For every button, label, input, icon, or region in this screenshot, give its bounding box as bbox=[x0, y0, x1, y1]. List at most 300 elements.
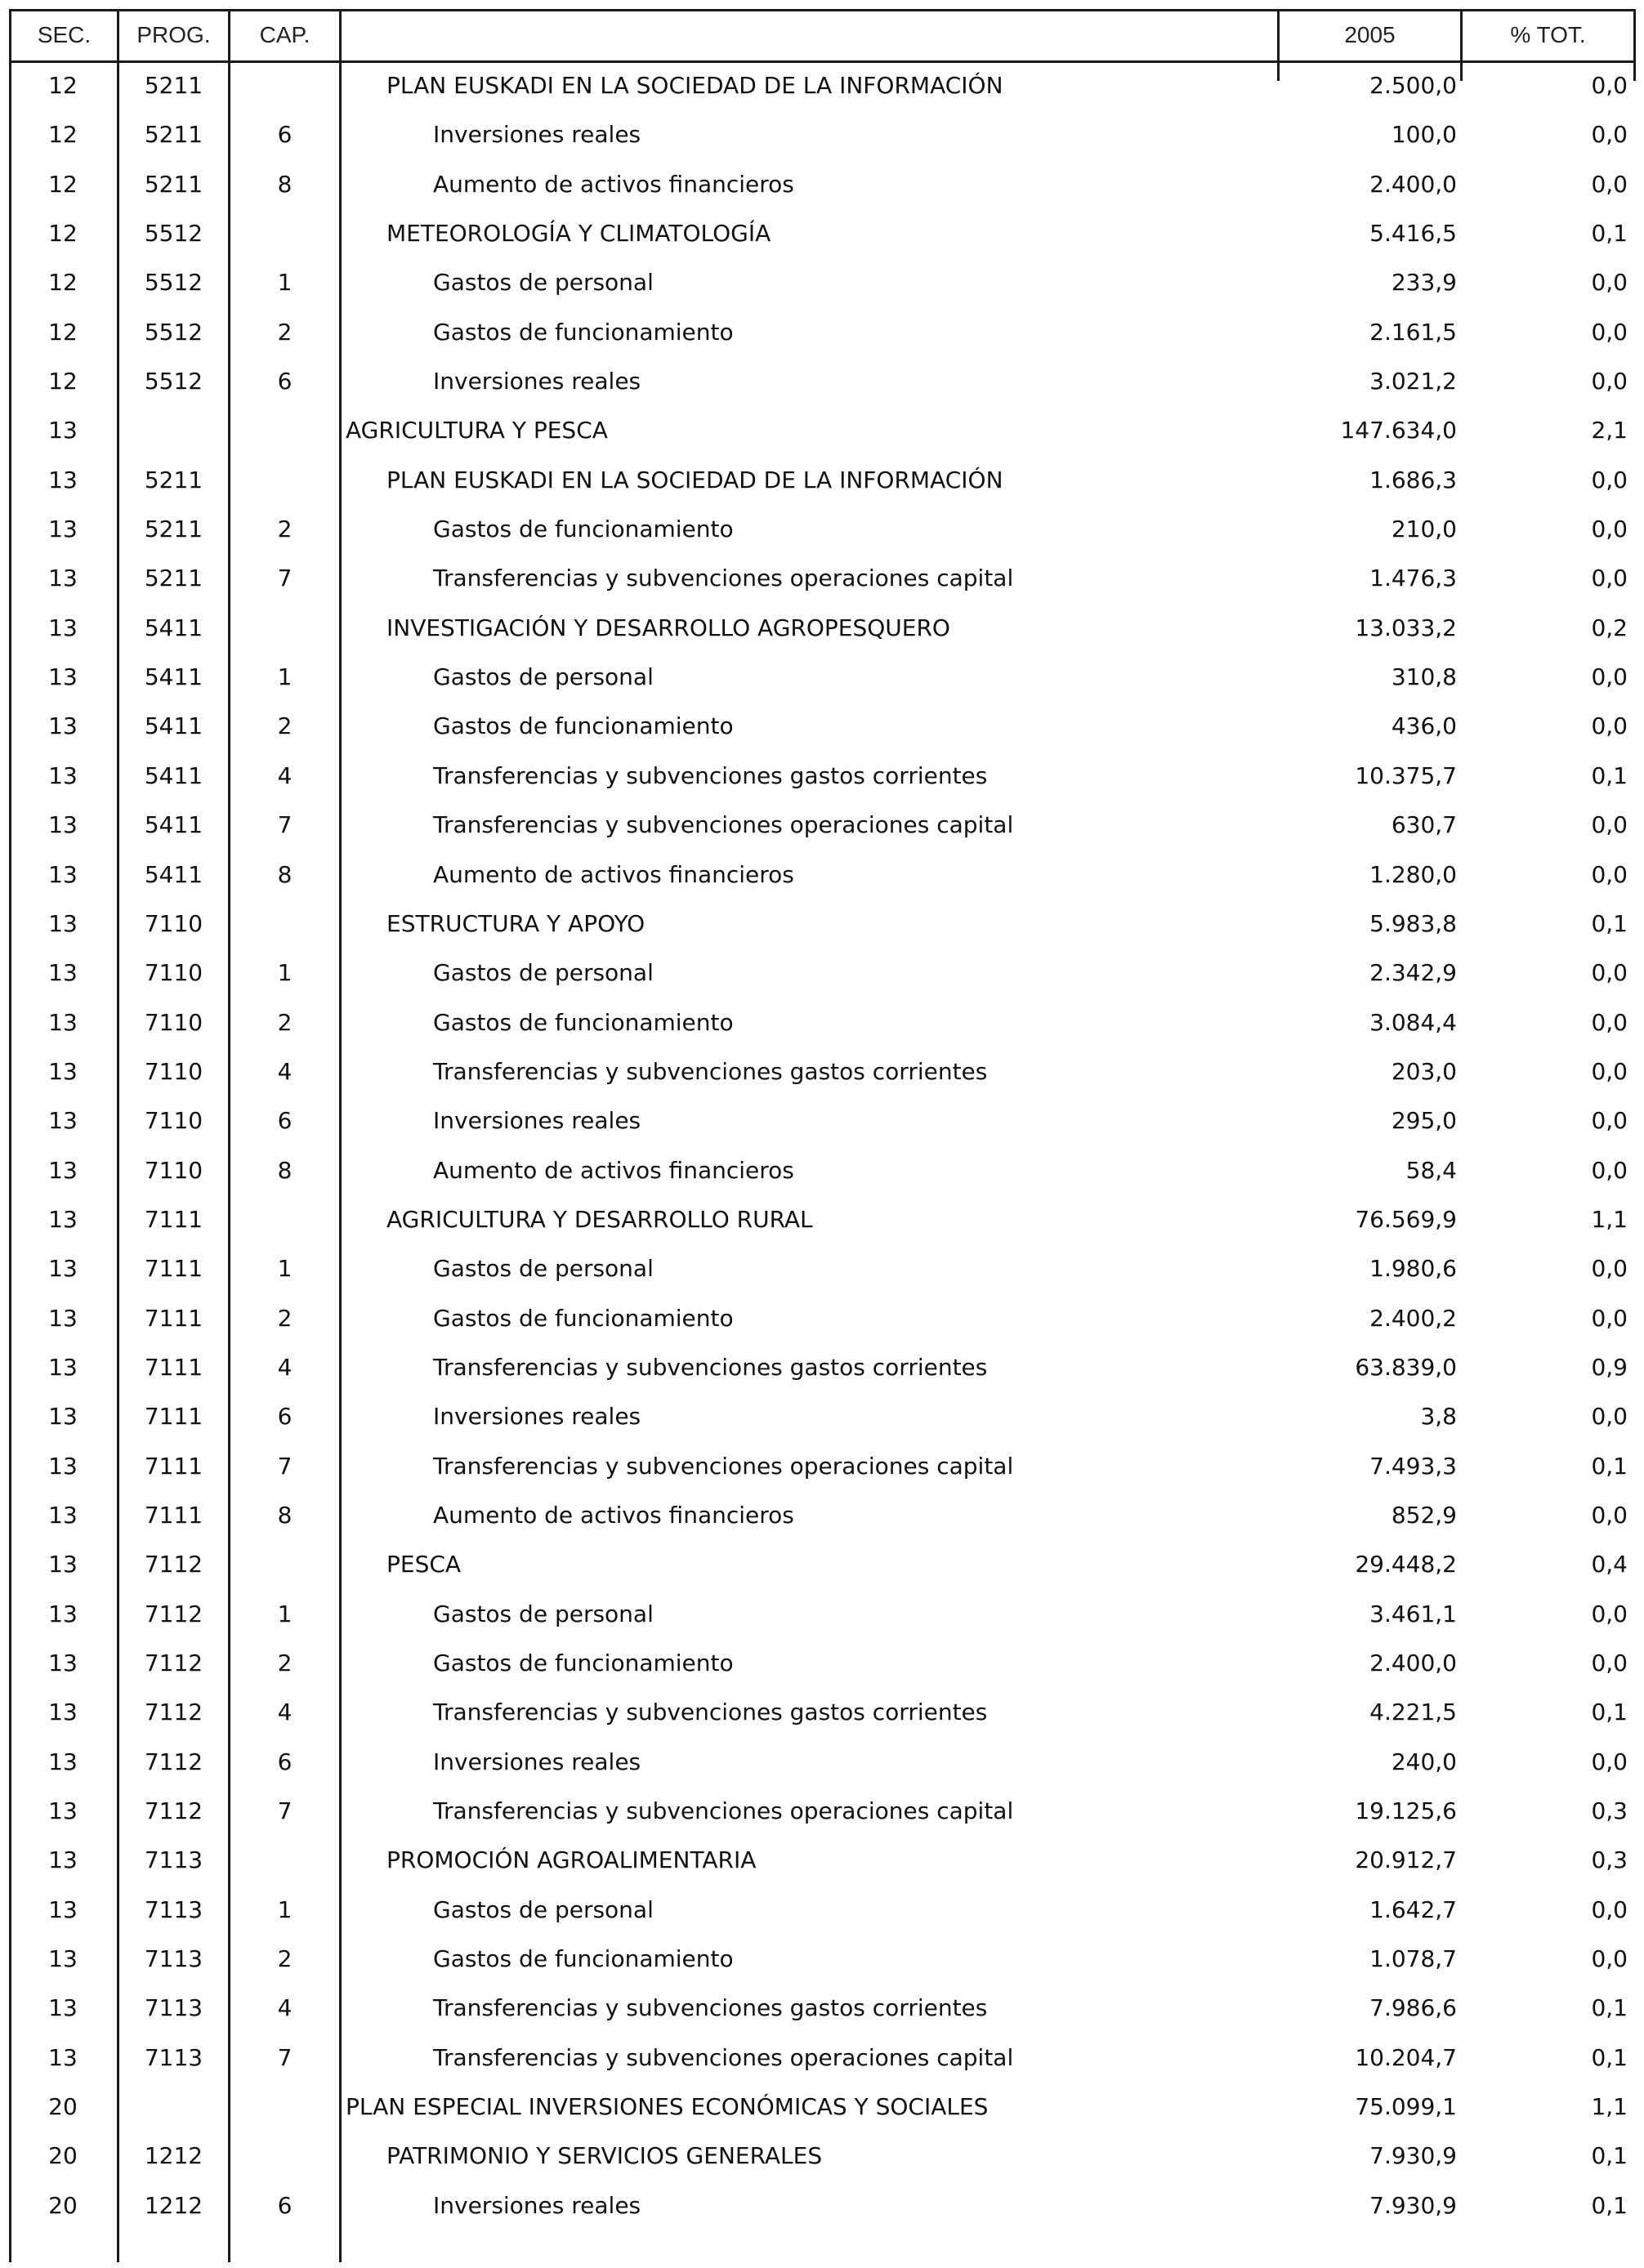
cell-percent-total: 0,1 bbox=[1591, 1994, 1628, 2022]
cell-value-2005: 7.493,3 bbox=[1369, 1452, 1457, 1480]
cell-sec: 13 bbox=[48, 959, 78, 987]
cell-percent-total: 0,1 bbox=[1591, 761, 1628, 789]
table-row bbox=[9, 1690, 1636, 1739]
cell-percent-total: 0,0 bbox=[1591, 170, 1628, 198]
cell-value-2005: 3.021,2 bbox=[1369, 368, 1457, 395]
table-row bbox=[9, 1148, 1636, 1197]
table-row bbox=[9, 1936, 1636, 1985]
cell-value-2005: 1.280,0 bbox=[1369, 860, 1457, 888]
table-row bbox=[9, 1542, 1636, 1591]
cell-value-2005: 10.375,7 bbox=[1355, 761, 1457, 789]
cell-percent-total: 0,0 bbox=[1591, 712, 1628, 740]
cell-percent-total: 0,0 bbox=[1591, 318, 1628, 346]
cell-sec: 13 bbox=[48, 1501, 78, 1529]
cell-prog: 5411 bbox=[144, 712, 203, 740]
cell-cap bbox=[230, 63, 339, 112]
cell-sec: 20 bbox=[48, 2191, 78, 2219]
table-row bbox=[9, 1296, 1636, 1345]
table-row bbox=[9, 1493, 1636, 1542]
cell-value-2005: 210,0 bbox=[1391, 516, 1457, 543]
table-row bbox=[9, 654, 1636, 703]
cell-description: Gastos de funcionamiento bbox=[433, 1304, 734, 1332]
cell-cap: 1 bbox=[277, 663, 293, 691]
cell-prog: 7111 bbox=[144, 1304, 203, 1332]
cell-percent-total: 0,0 bbox=[1591, 1403, 1628, 1431]
cell-prog: 5411 bbox=[144, 811, 203, 839]
table-row bbox=[9, 359, 1636, 408]
cell-value-2005: 630,7 bbox=[1391, 811, 1457, 839]
table-row bbox=[9, 162, 1636, 211]
cell-percent-total: 0,1 bbox=[1591, 1452, 1628, 1480]
cell-prog: 7112 bbox=[144, 1797, 203, 1825]
cell-percent-total: 0,0 bbox=[1591, 1304, 1628, 1332]
cell-cap: 6 bbox=[277, 121, 293, 149]
table-row bbox=[9, 556, 1636, 605]
cell-prog: 7112 bbox=[144, 1748, 203, 1775]
cell-cap: 2 bbox=[277, 1304, 293, 1332]
table-row bbox=[9, 1000, 1636, 1049]
cell-percent-total: 0,0 bbox=[1591, 1255, 1628, 1283]
cell-prog: 7110 bbox=[144, 1057, 203, 1085]
cell-value-2005: 58,4 bbox=[1405, 1156, 1457, 1184]
cell-sec: 13 bbox=[48, 1304, 78, 1332]
cell-sec: 13 bbox=[48, 860, 78, 888]
cell-percent-total: 0,0 bbox=[1591, 1600, 1628, 1627]
cell-cap bbox=[230, 1837, 339, 1886]
cell-sec: 13 bbox=[48, 1600, 78, 1627]
cell-prog: 5411 bbox=[144, 761, 203, 789]
cell-percent-total: 0,2 bbox=[1591, 614, 1628, 641]
cell-percent-total: 0,0 bbox=[1591, 1748, 1628, 1775]
table-row bbox=[9, 753, 1636, 802]
cell-percent-total: 0,3 bbox=[1591, 1846, 1628, 1874]
table-row bbox=[9, 950, 1636, 999]
cell-value-2005: 4.221,5 bbox=[1369, 1699, 1457, 1726]
cell-prog: 5512 bbox=[144, 220, 203, 248]
cell-cap: 6 bbox=[277, 368, 293, 395]
cell-cap: 6 bbox=[277, 1107, 293, 1135]
cell-prog: 7112 bbox=[144, 1600, 203, 1627]
cell-prog: 5211 bbox=[144, 466, 203, 493]
table-row bbox=[9, 1345, 1636, 1394]
cell-value-2005: 7.930,9 bbox=[1369, 2191, 1457, 2219]
cell-cap: 4 bbox=[277, 1994, 293, 2022]
table-row bbox=[9, 63, 1636, 112]
cell-description: Transferencias y subvenciones gastos corrientes bbox=[433, 1994, 988, 2022]
cell-description: Gastos de funcionamiento bbox=[433, 1945, 734, 1973]
cell-sec: 13 bbox=[48, 1403, 78, 1431]
cell-prog: 5512 bbox=[144, 269, 203, 297]
cell-percent-total: 0,1 bbox=[1591, 2191, 1628, 2219]
cell-value-2005: 7.930,9 bbox=[1369, 2142, 1457, 2170]
cell-description: Gastos de funcionamiento bbox=[433, 516, 734, 543]
cell-sec: 13 bbox=[48, 1057, 78, 1085]
cell-percent-total: 0,1 bbox=[1591, 2043, 1628, 2071]
cell-sec: 13 bbox=[48, 761, 78, 789]
cell-sec: 13 bbox=[48, 811, 78, 839]
cell-cap: 4 bbox=[277, 1699, 293, 1726]
cell-sec: 13 bbox=[48, 1353, 78, 1381]
cell-prog: 5512 bbox=[144, 368, 203, 395]
cell-prog: 7112 bbox=[144, 1699, 203, 1726]
cell-description: PLAN EUSKADI EN LA SOCIEDAD DE LA INFORMACIÓN bbox=[386, 72, 1003, 99]
cell-value-2005: 13.033,2 bbox=[1355, 614, 1457, 641]
cell-percent-total: 2,1 bbox=[1591, 417, 1628, 444]
cell-description: Gastos de personal bbox=[433, 1255, 654, 1283]
table-row bbox=[9, 1641, 1636, 1690]
cell-prog bbox=[119, 2084, 228, 2133]
cell-description: Aumento de activos financieros bbox=[433, 1156, 794, 1184]
cell-sec: 13 bbox=[48, 1205, 78, 1233]
table-row bbox=[9, 703, 1636, 752]
cell-description: Gastos de funcionamiento bbox=[433, 1008, 734, 1036]
cell-prog: 7113 bbox=[144, 2043, 203, 2071]
header-description bbox=[342, 9, 1277, 60]
cell-description: Gastos de personal bbox=[433, 1895, 654, 1923]
cell-value-2005: 20.912,7 bbox=[1355, 1846, 1457, 1874]
table-row bbox=[9, 1246, 1636, 1295]
cell-description: Gastos de personal bbox=[433, 959, 654, 987]
cell-percent-total: 0,0 bbox=[1591, 1945, 1628, 1973]
cell-cap: 2 bbox=[277, 516, 293, 543]
cell-value-2005: 29.448,2 bbox=[1355, 1551, 1457, 1578]
cell-value-2005: 63.839,0 bbox=[1355, 1353, 1457, 1381]
cell-sec: 13 bbox=[48, 1699, 78, 1726]
table-row bbox=[9, 2183, 1636, 2232]
cell-prog: 7113 bbox=[144, 1945, 203, 1973]
cell-value-2005: 19.125,6 bbox=[1355, 1797, 1457, 1825]
cell-cap: 7 bbox=[277, 811, 293, 839]
cell-description: Gastos de funcionamiento bbox=[433, 1650, 734, 1676]
cell-cap: 4 bbox=[277, 761, 293, 789]
cell-description: Inversiones reales bbox=[433, 121, 641, 149]
table-row bbox=[9, 1444, 1636, 1493]
cell-percent-total: 0,1 bbox=[1591, 1699, 1628, 1726]
cell-value-2005: 1.078,7 bbox=[1369, 1945, 1457, 1973]
cell-prog: 5211 bbox=[144, 121, 203, 149]
cell-value-2005: 2.342,9 bbox=[1369, 959, 1457, 987]
cell-prog: 5411 bbox=[144, 860, 203, 888]
cell-value-2005: 1.476,3 bbox=[1369, 565, 1457, 592]
cell-sec: 13 bbox=[48, 1156, 78, 1184]
cell-value-2005: 852,9 bbox=[1391, 1501, 1457, 1529]
cell-percent-total: 0,1 bbox=[1591, 2142, 1628, 2170]
cell-cap: 1 bbox=[277, 269, 293, 297]
cell-prog: 7113 bbox=[144, 1994, 203, 2022]
table-row bbox=[9, 507, 1636, 556]
cell-value-2005: 76.569,9 bbox=[1355, 1205, 1457, 1233]
cell-prog: 7110 bbox=[144, 1008, 203, 1036]
cell-value-2005: 1.686,3 bbox=[1369, 466, 1457, 493]
table-row bbox=[9, 1887, 1636, 1936]
cell-description: Inversiones reales bbox=[433, 1403, 641, 1431]
cell-prog: 7112 bbox=[144, 1650, 203, 1676]
cell-sec: 13 bbox=[48, 1255, 78, 1283]
cell-cap: 1 bbox=[277, 959, 293, 987]
cell-description: PROMOCIÓN AGROALIMENTARIA bbox=[386, 1846, 757, 1874]
cell-description: Transferencias y subvenciones operaciones capital bbox=[433, 565, 1014, 592]
table-row bbox=[9, 1788, 1636, 1837]
cell-cap: 8 bbox=[277, 1501, 293, 1529]
cell-sec: 13 bbox=[48, 417, 78, 444]
cell-value-2005: 7.986,6 bbox=[1369, 1994, 1457, 2022]
cell-prog: 5211 bbox=[144, 72, 203, 99]
cell-sec: 13 bbox=[48, 909, 78, 937]
cell-value-2005: 310,8 bbox=[1391, 663, 1457, 691]
cell-percent-total: 1,1 bbox=[1591, 2093, 1628, 2121]
cell-prog: 7110 bbox=[144, 1156, 203, 1184]
cell-description: ESTRUCTURA Y APOYO bbox=[386, 909, 646, 937]
cell-cap: 2 bbox=[277, 318, 293, 346]
cell-cap: 7 bbox=[277, 2043, 293, 2071]
cell-cap bbox=[230, 211, 339, 260]
cell-value-2005: 436,0 bbox=[1391, 712, 1457, 740]
cell-prog: 7111 bbox=[144, 1501, 203, 1529]
cell-sec: 13 bbox=[48, 516, 78, 543]
cell-description: Gastos de funcionamiento bbox=[433, 712, 734, 740]
cell-prog: 7111 bbox=[144, 1255, 203, 1283]
cell-sec: 13 bbox=[48, 1945, 78, 1973]
table-row bbox=[9, 1197, 1636, 1246]
cell-prog: 1212 bbox=[144, 2142, 203, 2170]
cell-value-2005: 2.400,0 bbox=[1369, 1650, 1457, 1676]
cell-description: Gastos de personal bbox=[433, 663, 654, 691]
cell-cap: 8 bbox=[277, 170, 293, 198]
cell-description: PLAN EUSKADI EN LA SOCIEDAD DE LA INFORMACIÓN bbox=[386, 466, 1003, 493]
table-row bbox=[9, 2035, 1636, 2084]
cell-prog: 1212 bbox=[144, 2191, 203, 2219]
cell-percent-total: 0,0 bbox=[1591, 72, 1628, 99]
cell-description: Transferencias y subvenciones gastos corrientes bbox=[433, 1057, 988, 1085]
cell-sec: 12 bbox=[48, 121, 78, 149]
cell-cap: 6 bbox=[277, 1748, 293, 1775]
cell-percent-total: 0,3 bbox=[1591, 1797, 1628, 1825]
cell-sec: 13 bbox=[48, 712, 78, 740]
cell-prog: 7110 bbox=[144, 1107, 203, 1135]
cell-value-2005: 147.634,0 bbox=[1340, 417, 1457, 444]
table-row bbox=[9, 2133, 1636, 2182]
cell-cap: 2 bbox=[277, 1945, 293, 1973]
cell-percent-total: 0,1 bbox=[1591, 220, 1628, 248]
cell-description: Transferencias y subvenciones gastos corrientes bbox=[433, 1353, 988, 1381]
cell-value-2005: 2.400,2 bbox=[1369, 1304, 1457, 1332]
cell-cap bbox=[230, 1542, 339, 1591]
header-sec: SEC. bbox=[37, 21, 92, 47]
cell-percent-total: 0,0 bbox=[1591, 663, 1628, 691]
cell-sec: 12 bbox=[48, 318, 78, 346]
cell-percent-total: 0,0 bbox=[1591, 565, 1628, 592]
cell-value-2005: 240,0 bbox=[1391, 1748, 1457, 1775]
cell-prog: 5411 bbox=[144, 663, 203, 691]
cell-percent-total: 0,0 bbox=[1591, 1895, 1628, 1923]
cell-value-2005: 3.084,4 bbox=[1369, 1008, 1457, 1036]
cell-sec: 13 bbox=[48, 663, 78, 691]
cell-cap: 1 bbox=[277, 1600, 293, 1627]
cell-value-2005: 3,8 bbox=[1420, 1403, 1457, 1431]
cell-prog: 5411 bbox=[144, 614, 203, 641]
cell-percent-total: 0,0 bbox=[1591, 368, 1628, 395]
cell-prog: 7113 bbox=[144, 1895, 203, 1923]
cell-percent-total: 0,0 bbox=[1591, 1107, 1628, 1135]
cell-value-2005: 2.400,0 bbox=[1369, 170, 1457, 198]
cell-value-2005: 2.500,0 bbox=[1369, 72, 1457, 99]
cell-percent-total: 0,0 bbox=[1591, 516, 1628, 543]
cell-cap bbox=[230, 458, 339, 507]
cell-prog bbox=[119, 408, 228, 457]
cell-percent-total: 0,0 bbox=[1591, 1650, 1628, 1676]
cell-percent-total: 0,0 bbox=[1591, 959, 1628, 987]
cell-cap: 8 bbox=[277, 1156, 293, 1184]
cell-percent-total: 0,0 bbox=[1591, 269, 1628, 297]
cell-description: Aumento de activos financieros bbox=[433, 170, 794, 198]
cell-value-2005: 5.416,5 bbox=[1369, 220, 1457, 248]
cell-sec: 13 bbox=[48, 565, 78, 592]
cell-cap: 2 bbox=[277, 1650, 293, 1676]
cell-cap: 7 bbox=[277, 1452, 293, 1480]
cell-description: Transferencias y subvenciones gastos corrientes bbox=[433, 1699, 988, 1726]
cell-percent-total: 0,0 bbox=[1591, 121, 1628, 149]
table-row bbox=[9, 1394, 1636, 1443]
cell-description: Gastos de personal bbox=[433, 269, 654, 297]
cell-description: AGRICULTURA Y DESARROLLO RURAL bbox=[386, 1205, 813, 1233]
cell-percent-total: 0,0 bbox=[1591, 466, 1628, 493]
cell-prog: 7110 bbox=[144, 909, 203, 937]
cell-percent-total: 0,0 bbox=[1591, 811, 1628, 839]
header-year: 2005 bbox=[1344, 21, 1396, 47]
cell-prog: 5211 bbox=[144, 170, 203, 198]
table-row bbox=[9, 1098, 1636, 1147]
cell-percent-total: 0,0 bbox=[1591, 1156, 1628, 1184]
table-row bbox=[9, 901, 1636, 950]
header-prog: PROG. bbox=[136, 21, 211, 47]
cell-sec: 13 bbox=[48, 1797, 78, 1825]
cell-description: Inversiones reales bbox=[433, 1748, 641, 1775]
cell-cap bbox=[230, 1197, 339, 1246]
cell-description: Gastos de funcionamiento bbox=[433, 318, 734, 346]
cell-prog: 7112 bbox=[144, 1551, 203, 1578]
cell-cap: 4 bbox=[277, 1057, 293, 1085]
cell-cap bbox=[230, 2133, 339, 2182]
table-row bbox=[9, 852, 1636, 901]
cell-percent-total: 0,0 bbox=[1591, 1057, 1628, 1085]
cell-cap: 6 bbox=[277, 1403, 293, 1431]
cell-percent-total: 0,1 bbox=[1591, 909, 1628, 937]
cell-cap: 1 bbox=[277, 1255, 293, 1283]
cell-sec: 13 bbox=[48, 1008, 78, 1036]
cell-cap: 4 bbox=[277, 1353, 293, 1381]
cell-sec: 13 bbox=[48, 1895, 78, 1923]
cell-percent-total: 0,0 bbox=[1591, 1008, 1628, 1036]
cell-percent-total: 0,0 bbox=[1591, 1501, 1628, 1529]
cell-value-2005: 75.099,1 bbox=[1355, 2093, 1457, 2121]
cell-cap bbox=[230, 901, 339, 950]
cell-description: Aumento de activos financieros bbox=[433, 860, 794, 888]
table-row bbox=[9, 112, 1636, 161]
cell-sec: 12 bbox=[48, 170, 78, 198]
cell-value-2005: 233,9 bbox=[1391, 269, 1457, 297]
cell-sec: 12 bbox=[48, 269, 78, 297]
cell-prog: 5512 bbox=[144, 318, 203, 346]
cell-sec: 20 bbox=[48, 2142, 78, 2170]
cell-description: PATRIMONIO Y SERVICIOS GENERALES bbox=[386, 2142, 823, 2170]
cell-cap: 8 bbox=[277, 860, 293, 888]
cell-prog: 7113 bbox=[144, 1846, 203, 1874]
cell-description: Inversiones reales bbox=[433, 368, 641, 395]
cell-description: Aumento de activos financieros bbox=[433, 1501, 794, 1529]
cell-description: Transferencias y subvenciones operaciones capital bbox=[433, 1452, 1014, 1480]
cell-prog: 5211 bbox=[144, 565, 203, 592]
cell-cap bbox=[230, 408, 339, 457]
cell-sec: 13 bbox=[48, 1748, 78, 1775]
cell-value-2005: 100,0 bbox=[1391, 121, 1457, 149]
cell-description: Inversiones reales bbox=[433, 2191, 641, 2219]
table-row bbox=[9, 1837, 1636, 1886]
cell-sec: 12 bbox=[48, 72, 78, 99]
cell-cap: 7 bbox=[277, 1797, 293, 1825]
table-row bbox=[9, 1739, 1636, 1788]
cell-sec: 13 bbox=[48, 1107, 78, 1135]
cell-value-2005: 10.204,7 bbox=[1355, 2043, 1457, 2071]
cell-description: METEOROLOGÍA Y CLIMATOLOGÍA bbox=[386, 220, 771, 248]
table-row bbox=[9, 458, 1636, 507]
cell-prog: 7111 bbox=[144, 1403, 203, 1431]
cell-description: PLAN ESPECIAL INVERSIONES ECONÓMICAS Y SOCIALES bbox=[346, 2093, 989, 2121]
cell-percent-total: 0,9 bbox=[1591, 1353, 1628, 1381]
cell-sec: 12 bbox=[48, 220, 78, 248]
cell-description: AGRICULTURA Y PESCA bbox=[346, 417, 608, 444]
table-row bbox=[9, 802, 1636, 851]
cell-prog: 7111 bbox=[144, 1353, 203, 1381]
cell-description: Transferencias y subvenciones operaciones capital bbox=[433, 811, 1014, 839]
cell-percent-total: 0,0 bbox=[1591, 860, 1628, 888]
cell-sec: 12 bbox=[48, 368, 78, 395]
cell-cap bbox=[230, 2084, 339, 2133]
cell-description: INVESTIGACIÓN Y DESARROLLO AGROPESQUERO bbox=[386, 614, 950, 641]
cell-description: PESCA bbox=[386, 1551, 462, 1578]
cell-percent-total: 1,1 bbox=[1591, 1205, 1628, 1233]
table-row bbox=[9, 408, 1636, 457]
cell-prog: 7111 bbox=[144, 1205, 203, 1233]
table-row bbox=[9, 2084, 1636, 2133]
table-row bbox=[9, 211, 1636, 260]
cell-sec: 13 bbox=[48, 1551, 78, 1578]
table-row bbox=[9, 1985, 1636, 2034]
table-row bbox=[9, 260, 1636, 309]
budget-table bbox=[9, 9, 1636, 2262]
cell-cap: 2 bbox=[277, 712, 293, 740]
cell-percent-total: 0,4 bbox=[1591, 1551, 1628, 1578]
table-body bbox=[9, 63, 1636, 2232]
cell-sec: 13 bbox=[48, 1650, 78, 1676]
cell-cap: 6 bbox=[277, 2191, 293, 2219]
cell-description: Transferencias y subvenciones operaciones capital bbox=[433, 1797, 1014, 1825]
cell-value-2005: 3.461,1 bbox=[1369, 1600, 1457, 1627]
cell-sec: 20 bbox=[48, 2093, 78, 2121]
cell-prog: 5211 bbox=[144, 516, 203, 543]
cell-description: Inversiones reales bbox=[433, 1107, 641, 1135]
cell-value-2005: 1.980,6 bbox=[1369, 1255, 1457, 1283]
cell-cap: 1 bbox=[277, 1895, 293, 1923]
cell-description: Gastos de personal bbox=[433, 1600, 654, 1627]
cell-value-2005: 295,0 bbox=[1391, 1107, 1457, 1135]
cell-cap: 2 bbox=[277, 1008, 293, 1036]
cell-cap bbox=[230, 605, 339, 654]
cell-value-2005: 5.983,8 bbox=[1369, 909, 1457, 937]
table-row bbox=[9, 310, 1636, 359]
cell-value-2005: 2.161,5 bbox=[1369, 318, 1457, 346]
cell-sec: 13 bbox=[48, 614, 78, 641]
cell-sec: 13 bbox=[48, 466, 78, 493]
